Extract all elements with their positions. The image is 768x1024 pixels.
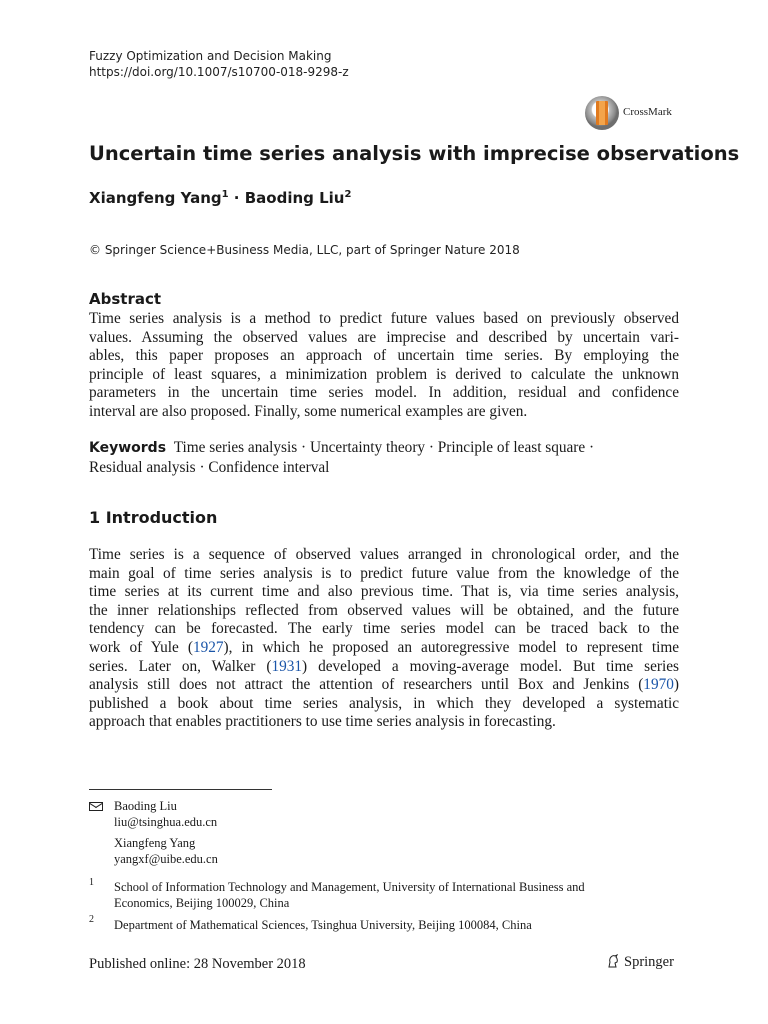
abstract-line: values. Assuming the observed values are imprecise and described by uncertain vari- bbox=[89, 328, 679, 346]
paper-title: Uncertain time series analysis with imprecise observations bbox=[89, 142, 740, 165]
keywords-list: Time series analysis · Uncertainty theory · Principle of least square · bbox=[173, 439, 595, 456]
contact-name: Xiangfeng Yang bbox=[114, 836, 196, 850]
text-run: analysis still does not attract the attention of researchers until Box and Jenkins ( bbox=[89, 676, 644, 694]
abstract-line: principle of least squares, a minimization problem is derived to calculate the unknown bbox=[89, 365, 679, 383]
contact-email[interactable]: liu@tsinghua.edu.cn bbox=[114, 815, 218, 829]
affiliation-text: Department of Mathematical Sciences, Tsinghua University, Beijing 100084, China bbox=[114, 918, 532, 932]
text-run: ) bbox=[673, 676, 679, 694]
author-line bbox=[89, 189, 351, 207]
citation-link[interactable]: 1970 bbox=[643, 676, 674, 694]
crossmark-icon bbox=[585, 96, 619, 130]
affiliation-text: School of Information Technology and Management, University of International Business and bbox=[114, 880, 585, 894]
text-run: ) developed a moving-average model. But time series bbox=[302, 657, 679, 675]
affiliation-marker: 2 bbox=[344, 189, 352, 200]
paragraph-line bbox=[89, 676, 679, 695]
citation-link[interactable]: 1931 bbox=[271, 657, 303, 675]
author-name: Baoding Liu bbox=[244, 189, 345, 207]
publisher-logo bbox=[606, 954, 674, 971]
paragraph-line: published a book about time series analysis, in which they developed a systematic bbox=[89, 694, 679, 712]
footnote-number: 1 bbox=[89, 877, 94, 888]
springer-horse-icon bbox=[606, 954, 620, 968]
keywords-label: Keywords bbox=[89, 440, 167, 456]
author-name: Xiangfeng Yang bbox=[89, 189, 222, 207]
paragraph-line: main goal of time series analysis is to predict future value from the knowledge of the bbox=[89, 564, 679, 582]
contact-name: Baoding Liu bbox=[114, 799, 177, 813]
journal-header bbox=[89, 48, 349, 80]
text-run: ), in which he proposed an autoregressive model to represent time bbox=[223, 638, 680, 656]
crossmark-label: CrossMark bbox=[623, 106, 672, 118]
paragraph-line bbox=[89, 639, 679, 658]
introduction-body bbox=[89, 546, 679, 732]
paragraph-line: the inner relationships reflected from observed values will be obtained, and the future bbox=[89, 601, 679, 619]
doi-link[interactable]: https://doi.org/10.1007/s10700-018-9298-z bbox=[89, 65, 349, 79]
paragraph-line: approach that enables practitioners to use time series analysis in forecasting. bbox=[89, 713, 556, 731]
keywords-line: Residual analysis · Confidence interval bbox=[89, 459, 330, 476]
citation-link[interactable]: 1927 bbox=[192, 638, 224, 656]
keywords bbox=[89, 438, 689, 477]
text-run: work of Yule ( bbox=[89, 638, 193, 656]
abstract-line: interval are also proposed. Finally, some numerical examples are given. bbox=[89, 402, 528, 420]
paragraph-line: time series at its current time and also previous time. That is, via time series analysis, bbox=[89, 583, 679, 601]
crossmark-badge[interactable] bbox=[585, 96, 685, 132]
affiliation-marker: 1 bbox=[221, 189, 229, 200]
journal-name: Fuzzy Optimization and Decision Making bbox=[89, 49, 332, 63]
section-heading-introduction: 1 Introduction bbox=[89, 508, 218, 527]
footnote-number: 2 bbox=[89, 914, 94, 925]
abstract-line: ables, this paper proposes an approach of uncertain time series. By employing the bbox=[89, 347, 679, 365]
keywords-line bbox=[89, 438, 689, 458]
published-date: Published online: 28 November 2018 bbox=[89, 956, 306, 972]
abstract-line: parameters in the uncertain time series model. In addition, residual and confidence bbox=[89, 384, 679, 402]
paragraph-line: Time series is a sequence of observed values arranged in chronological order, and the bbox=[89, 546, 679, 563]
paragraph-line bbox=[89, 658, 679, 677]
footnote-divider bbox=[89, 789, 272, 790]
author-separator: · bbox=[228, 189, 245, 207]
envelope-icon bbox=[89, 802, 103, 811]
copyright-notice: © Springer Science+Business Media, LLC, part of Springer Nature 2018 bbox=[89, 243, 520, 257]
abstract-heading: Abstract bbox=[89, 290, 162, 308]
paragraph-line: tendency can be forecasted. The early time series model can be traced back to the bbox=[89, 620, 679, 638]
abstract-body bbox=[89, 310, 679, 422]
text-run: series. Later on, Walker ( bbox=[89, 657, 272, 675]
contact-email[interactable]: yangxf@uibe.edu.cn bbox=[114, 852, 218, 866]
affiliation-text: Economics, Beijing 100029, China bbox=[114, 896, 290, 910]
publisher-name: Springer bbox=[624, 954, 674, 970]
abstract-line: Time series analysis is a method to predict future values based on previously observed bbox=[89, 310, 679, 327]
